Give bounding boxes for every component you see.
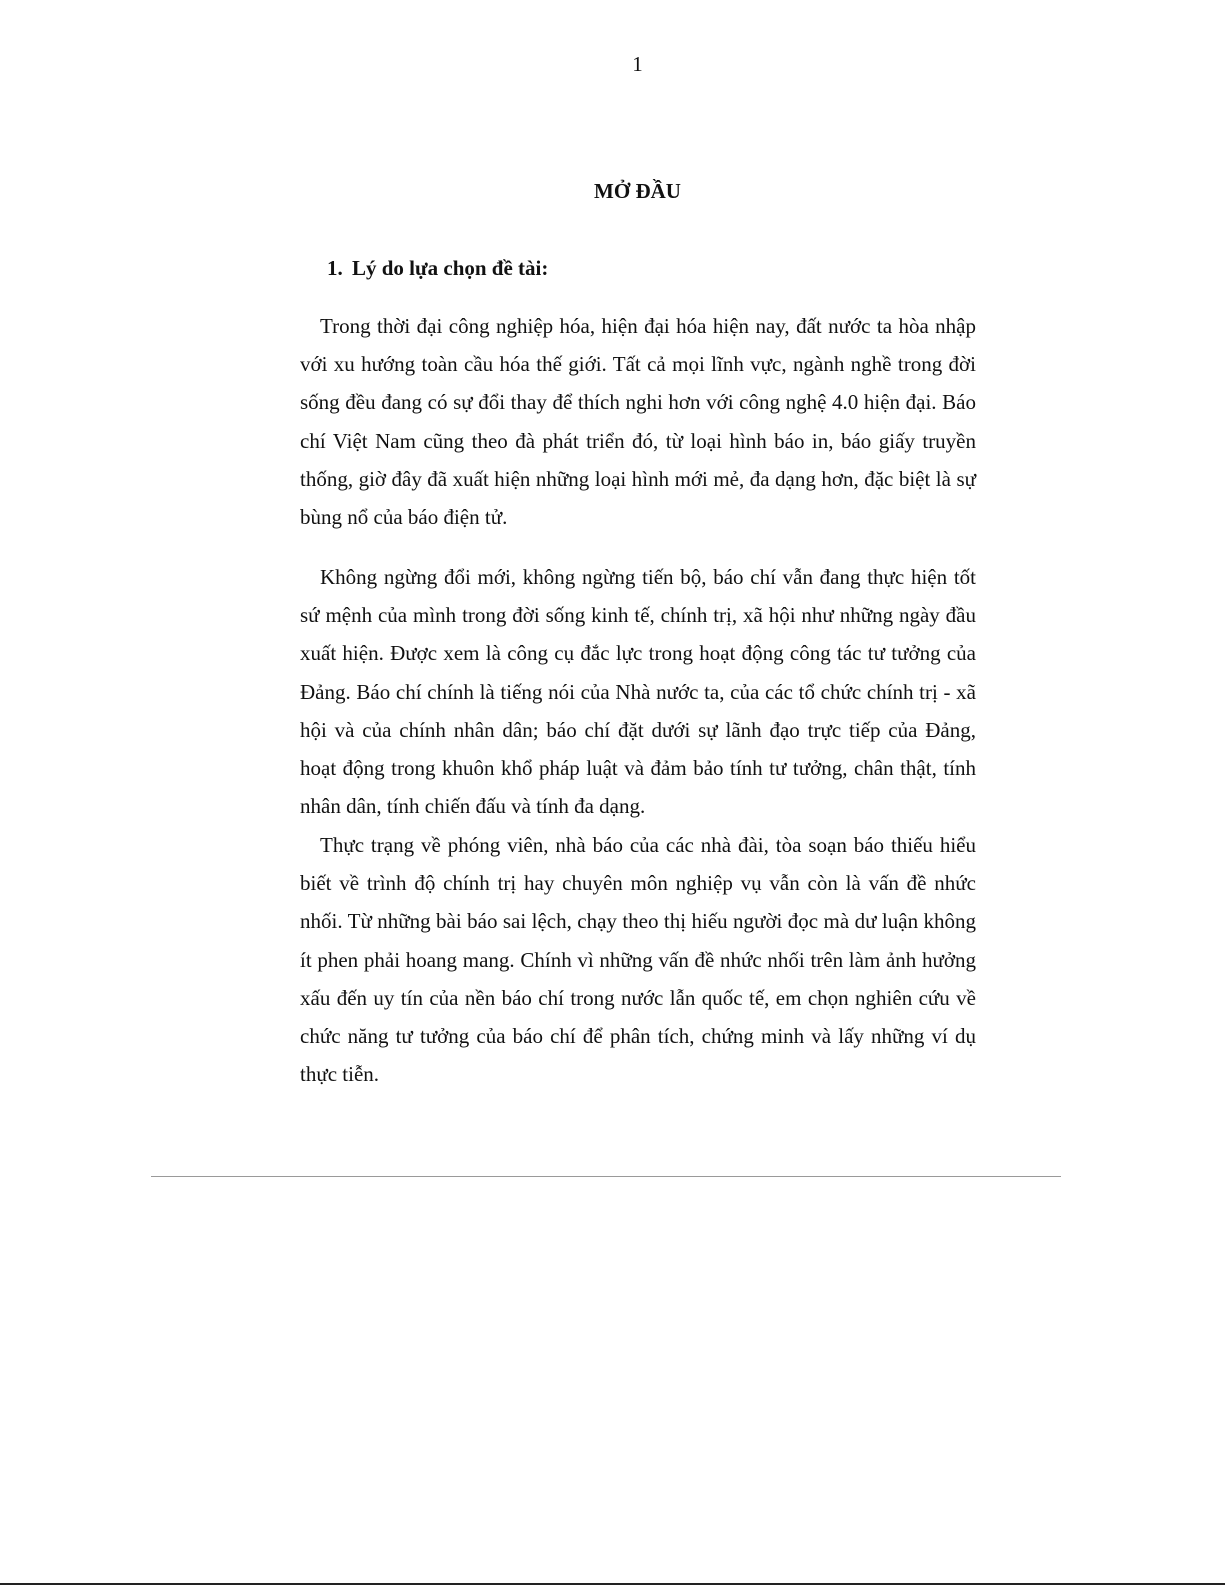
page-title: MỞ ĐẦU <box>594 179 681 203</box>
section-number: 1. <box>327 256 343 280</box>
section-heading <box>327 253 548 283</box>
paragraph-3: Thực trạng về phóng viên, nhà báo của các nhà đài, tòa soạn báo thiếu hiểu biết về trình độ chính trị hay chuyên môn nghiệp vụ vẫn còn là vấn đề nhức nhối. Từ những bài báo sai lệch, chạy theo thị hiếu người đọc mà dư luận không ít phen phải hoang mang. Chính vì những vấn đề nhức nhối trên làm ảnh hưởng xấu đến uy tín của nền báo chí trong nước lẫn quốc tế, em chọn nghiên cứu về chức năng tư tưởng của báo chí để phân tích, chứng minh và lấy những ví dụ thực tiễn. <box>300 833 976 1087</box>
page-number: 1 <box>632 52 643 76</box>
section-heading-text: Lý do lựa chọn đề tài: <box>352 256 549 280</box>
page-divider <box>151 1176 1061 1177</box>
paragraph-1: Trong thời đại công nghiệp hóa, hiện đại hóa hiện nay, đất nước ta hòa nhập với xu hướng toàn cầu hóa thế giới. Tất cả mọi lĩnh vực, ngành nghề trong đời sống đều đang có sự đổi thay để thích nghi hơn với công nghệ 4.0 hiện đại. Báo chí Việt Nam cũng theo đà phát triển đó, từ loại hình báo in, báo giấy truyền thống, giờ đây đã xuất hiện những loại hình mới mẻ, đa dạng hơn, đặc biệt là sự bùng nổ của báo điện tử. <box>300 314 976 530</box>
paragraph-2: Không ngừng đổi mới, không ngừng tiến bộ, báo chí vẫn đang thực hiện tốt sứ mệnh của mình trong đời sống kinh tế, chính trị, xã hội như những ngày đầu xuất hiện. Được xem là công cụ đắc lực trong hoạt động công tác tư tưởng của Đảng. Báo chí chính là tiếng nói của Nhà nước ta, của các tổ chức chính trị - xã hội và của chính nhân dân; báo chí đặt dưới sự lãnh đạo trực tiếp của Đảng, hoạt động trong khuôn khổ pháp luật và đảm bảo tính tư tưởng, chân thật, tính nhân dân, tính chiến đấu và tính đa dạng. <box>300 565 976 819</box>
